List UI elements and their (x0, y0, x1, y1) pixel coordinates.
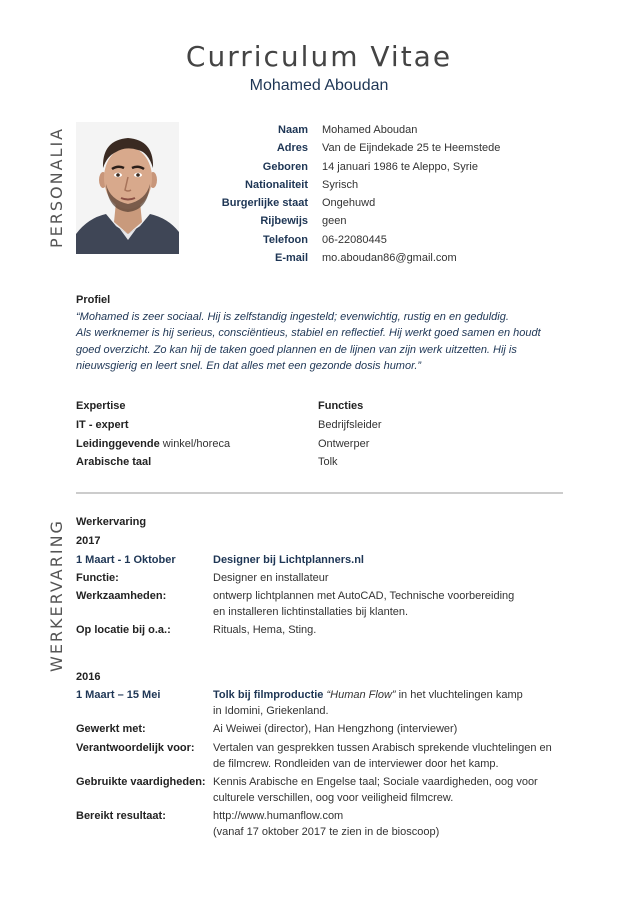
personalia-row-telefoon (180, 231, 600, 249)
job-detail-value: Designer en installateur (213, 572, 329, 584)
personalia-label: Geboren (262, 160, 308, 173)
personalia-value: Mohamed Aboudan (322, 124, 418, 136)
profiel-line: “Mohamed is zeer sociaal. Hij is zelfstandig ingesteld; evenwichtig, rustig en en geduldig. (76, 310, 509, 323)
personalia-label: Rijbewijs (260, 215, 308, 228)
functie-item: Bedrijfsleider (318, 419, 382, 431)
cv-name: Mohamed Aboudan (249, 77, 389, 94)
job-title-rest: in het vluchtelingen kamp (395, 689, 523, 701)
section-label-werkervaring: WERKERVARING (47, 519, 66, 672)
job-detail-value: Vertalen van gesprekken tussen Arabisch sprekende vluchtelingen en (213, 742, 552, 754)
expertise-item (76, 438, 230, 450)
personalia-label: Naam (278, 124, 308, 136)
profiel-section (76, 292, 566, 375)
personalia-label: Burgerlijke staat (221, 197, 308, 210)
job-year: 2016 (76, 671, 101, 683)
personalia-value: mo.aboudan86@gmail.com (322, 252, 457, 265)
functie-item: Ontwerper (318, 438, 370, 450)
profiel-line: Als werknemer is hij serieus, consciëntieus, stabiel en reflectief. Hij werkt goed samen en houdt (76, 327, 541, 339)
job-detail-label: Functie: (76, 572, 119, 584)
profiel-line: goed overzicht. Zo kan hij de taken goed plannen en de lijnen van zijn werk uitzetten. Hij is (76, 343, 517, 356)
job-period: 1 Maart – 15 Mei (76, 689, 161, 701)
functie-item: Tolk (318, 456, 338, 468)
personalia-value: 06-22080445 (322, 233, 387, 246)
job-detail-value: culturele verschillen, oog voor veiligheid filmcrew. (213, 792, 454, 804)
job-detail-label: Werkzaamheden: (76, 590, 167, 602)
personalia-label: Telefoon (262, 233, 308, 246)
job-detail-label: Verantwoordelijk voor: (76, 742, 195, 754)
personalia-row-naam (180, 121, 600, 139)
personalia-label: Adres (276, 142, 308, 155)
job-detail-value: Kennis Arabische en Engelse taal; Sociale vaardigheden, oog voor (213, 776, 538, 788)
job-title-line2: in Idomini, Griekenland. (213, 705, 329, 717)
expertise-heading: Expertise (76, 400, 126, 412)
personalia-row-email (180, 249, 600, 267)
job-title (213, 687, 563, 703)
section-label-personalia: PERSONALIA (47, 126, 66, 248)
expertise-item (76, 419, 129, 431)
werkervaring-heading: Werkervaring (76, 516, 147, 528)
functies-heading: Functies (318, 400, 364, 412)
personalia-row-geboren (180, 158, 600, 176)
personalia-label: Nationaliteit (245, 178, 308, 191)
job-detail-value: ontwerp lichtplannen met AutoCAD, Technische voorbereiding (213, 590, 515, 602)
job-detail-value: Rituals, Hema, Sting. (213, 624, 317, 636)
job-title: Designer bij Lichtplanners.nl (213, 554, 364, 566)
job-detail-value: de filmcrew. Rondleiden van de interviewer door het kamp. (213, 758, 499, 770)
cv-title: Curriculum Vitae (185, 40, 453, 73)
job-detail-value: en installeren lichtinstallaties bij klanten. (213, 606, 409, 618)
personalia-row-nationaliteit (180, 176, 600, 194)
personalia-list (180, 121, 600, 267)
job-period: 1 Maart - 1 Oktober (76, 554, 176, 566)
job-detail-label: Gebruikte vaardigheden: (76, 776, 206, 788)
job-title-bold: Tolk bij filmproductie (213, 689, 324, 701)
personalia-row-burgerlijke-staat (180, 194, 600, 212)
job-result-link[interactable]: http://www.humanflow.com (213, 810, 344, 822)
job-detail-label: Gewerkt met: (76, 723, 146, 735)
personalia-row-rijbewijs (180, 212, 600, 230)
personalia-label: E-mail (274, 252, 308, 265)
personalia-value: Syrisch (322, 178, 359, 191)
expertise-item-bold: Leidinggevende (76, 438, 160, 450)
personalia-value: 14 januari 1986 te Aleppo, Syrie (322, 160, 478, 173)
portrait-photo (76, 122, 179, 254)
job-detail-value: (vanaf 17 oktober 2017 te zien in de bioscoop) (213, 826, 440, 838)
personalia-value: geen (322, 215, 347, 228)
expertise-item (76, 456, 151, 468)
section-divider (76, 492, 563, 494)
expertise-item-bold: Arabische taal (76, 456, 152, 468)
personalia-row-adres (180, 139, 600, 157)
job-detail-label: Bereikt resultaat: (76, 810, 166, 822)
personalia-value: Van de Eijndekade 25 te Heemstede (322, 142, 501, 155)
profiel-heading: Profiel (76, 294, 111, 306)
job-title-italic: “Human Flow” (323, 689, 396, 701)
job-detail-label: Op locatie bij o.a.: (76, 624, 171, 636)
job-year: 2017 (76, 535, 101, 547)
expertise-item-bold: IT - expert (76, 419, 129, 431)
portrait-illustration (76, 122, 179, 254)
profiel-line: nieuwsgierig en leert snel. En dat alles met een gezonde dosis humor.” (76, 360, 422, 372)
job-detail-value: Ai Weiwei (director), Han Hengzhong (interviewer) (213, 723, 458, 735)
expertise-item-rest: winkel/horeca (159, 438, 231, 450)
personalia-value: Ongehuwd (322, 197, 376, 210)
